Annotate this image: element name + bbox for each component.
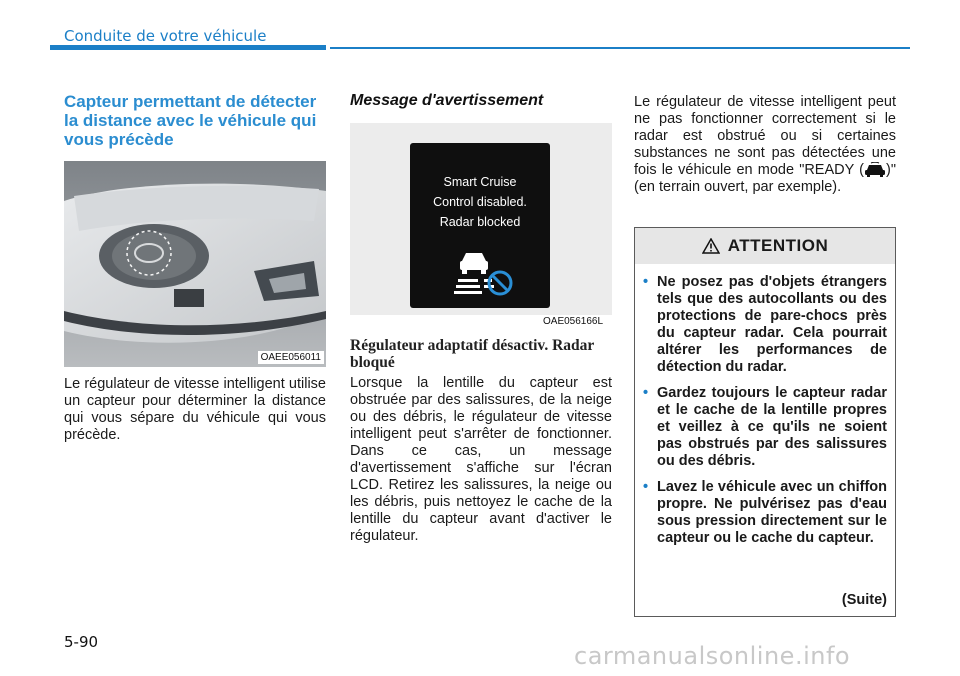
car-ready-icon bbox=[864, 162, 886, 178]
attention-item bbox=[643, 479, 887, 547]
middle-body-text: Lorsque la lentille du capteur est obstruée par des salissures, de la neige ou des débris, le régulateur de vitesse intelligent peut s'arrêter de fonctionner. Dans ce cas, un message d'avertissement s'affiche sur l'écran LCD. Retirez les salissures, la neige ou les débris, puis nettoyez le cache de la lentille du capteur avant d'activer le régulateur. bbox=[350, 375, 612, 544]
bullet-dot: • bbox=[643, 274, 649, 290]
attention-list bbox=[643, 274, 887, 556]
lcd-line: Radar blocked bbox=[439, 215, 521, 229]
car-front-illustration bbox=[64, 161, 326, 367]
attention-title: ATTENTION bbox=[727, 236, 829, 255]
lcd-line: Control disabled. bbox=[433, 195, 527, 209]
car-front-photo bbox=[64, 161, 326, 367]
photo-code: OAE056166L bbox=[543, 316, 604, 327]
attention-box bbox=[634, 227, 896, 617]
photo-code: OAEE056011 bbox=[258, 351, 324, 364]
continued-label: (Suite) bbox=[841, 592, 887, 608]
left-section-heading: Capteur permettant de détecter la distance avec le véhicule qui vous précède bbox=[64, 92, 317, 149]
header-rule-thin bbox=[330, 47, 910, 49]
lcd-line: Smart Cruise bbox=[443, 175, 517, 189]
warning-triangle-icon bbox=[702, 238, 720, 254]
left-body-text: Le régulateur de vitesse intelligent utilise un capteur pour déterminer la distance qui vous sépare du véhicule qui vous précède. bbox=[64, 376, 326, 443]
right-body-text-end: )" (en terrain ouvert, par exemple). bbox=[634, 162, 896, 195]
middle-subheading: Régulateur adaptatif désactiv. Radar bloqué bbox=[350, 337, 594, 371]
right-body-text-start: Le régulateur de vitesse intelligent peut ne pas fonctionner correctement si le radar est obstrué ou si certaines substances ne sont pas détectées une fois le véhicule en mode "READY ( bbox=[634, 94, 896, 178]
attention-header bbox=[635, 228, 895, 264]
watermark: carmanualsonline.info bbox=[574, 642, 851, 670]
attention-item bbox=[643, 385, 887, 470]
attention-item-text: Lavez le véhicule avec un chiffon propre. Ne pulvérisez pas d'eau sous pression directement sur le capteur ou le cache du capteur. bbox=[657, 479, 887, 546]
right-body-text bbox=[634, 94, 896, 196]
attention-item-text: Gardez toujours le capteur radar et le cache de la lentille propres et veillez à ce qu'ils ne soient pas obstrués par des salissures ou des débris. bbox=[657, 385, 887, 469]
middle-section-heading: Message d'avertissement bbox=[350, 92, 544, 109]
lcd-screen bbox=[410, 143, 550, 308]
attention-item-text: Ne posez pas d'objets étrangers tels que des autocollants ou des protections de pare-chocs près du capteur radar. Cela pourrait altérer les performances de détection du radar. bbox=[657, 274, 887, 375]
header-rule-thick bbox=[50, 45, 326, 50]
page-number: 5-90 bbox=[64, 633, 99, 651]
bullet-dot: • bbox=[643, 479, 649, 495]
bullet-dot: • bbox=[643, 385, 649, 401]
section-title: Conduite de votre véhicule bbox=[64, 27, 267, 45]
radar-blocked-icon bbox=[452, 243, 516, 299]
attention-item bbox=[643, 274, 887, 376]
lcd-warning-figure bbox=[350, 123, 612, 315]
